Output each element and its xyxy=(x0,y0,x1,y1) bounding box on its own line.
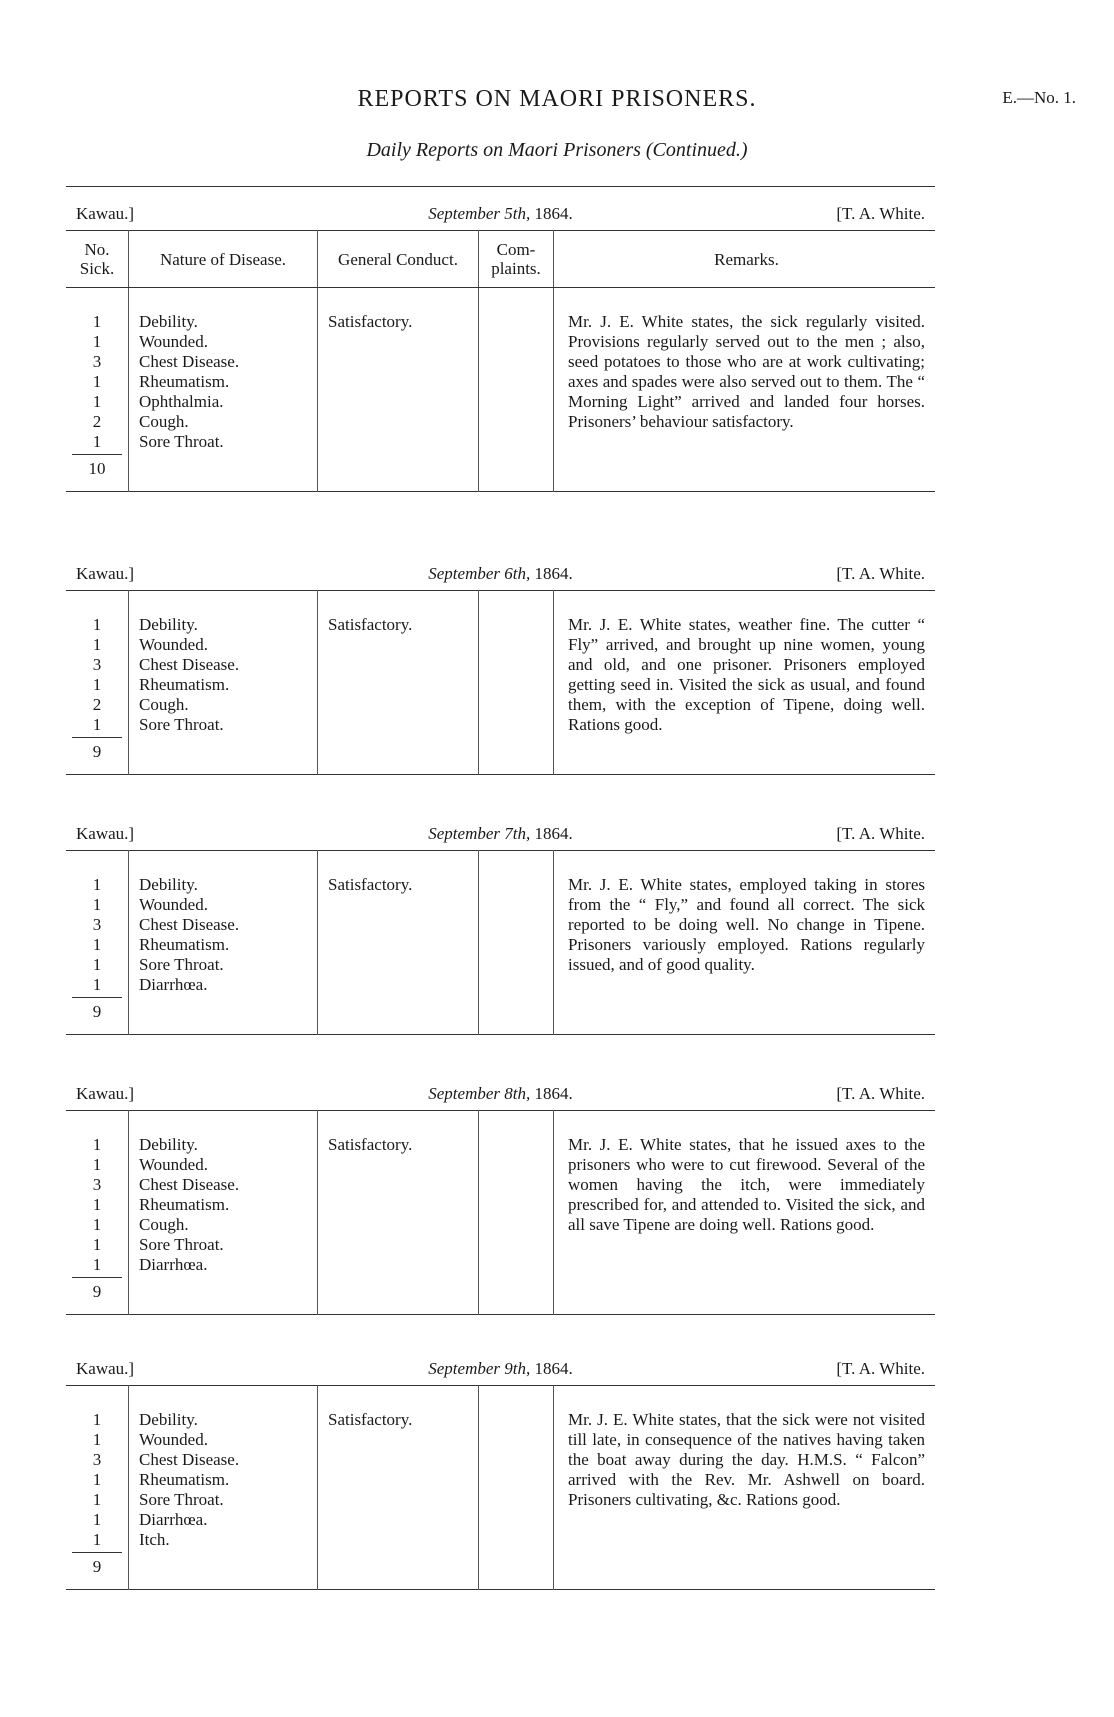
disease: Debility. xyxy=(139,1410,198,1429)
count: 1 xyxy=(92,1135,102,1154)
report-header xyxy=(66,200,935,230)
report-header xyxy=(66,1355,935,1385)
general-conduct: Satisfactory. xyxy=(318,1111,479,1315)
disease: Debility. xyxy=(139,615,198,634)
sick-total: 9 xyxy=(72,1552,122,1581)
disease: Chest Disease. xyxy=(139,1450,240,1469)
disease: Diarrhœa. xyxy=(139,1255,208,1274)
general-conduct: Satisfactory. xyxy=(318,851,479,1035)
count: 1 xyxy=(92,955,102,974)
count: 3 xyxy=(92,915,102,934)
count: 1 xyxy=(92,1510,102,1529)
disease: Rheumatism. xyxy=(139,675,230,694)
report-place: Kawau.] xyxy=(76,1084,135,1103)
count: 1 xyxy=(92,635,102,654)
disease: Itch. xyxy=(139,1530,170,1549)
complaints xyxy=(479,1386,554,1590)
count: 1 xyxy=(92,1470,102,1489)
disease-list xyxy=(129,591,318,775)
count: 1 xyxy=(92,615,102,634)
remarks: Mr. J. E. White states, weather fine. The cutter “ Fly” arrived, and brought up nine women, young and old, and one prisoner. Prisoners employed getting seed in. Visited the sick as usual, and found them, with the exception of Tipene, doing well. Rations good. xyxy=(568,615,925,734)
report-table xyxy=(66,850,935,1035)
disease: Debility. xyxy=(139,875,198,894)
col-nature-of-disease: Nature of Disease. xyxy=(129,231,318,288)
table-row xyxy=(66,1111,935,1315)
remarks: Mr. J. E. White states, that he issued axes to the prisoners who were to cut firewood. Several of the women having the itch, were immediately prescribed for, and attended to. Visited the sick, and all save Tipene are doing well. Rations good. xyxy=(568,1135,925,1234)
report-place: Kawau.] xyxy=(76,1359,135,1378)
disease: Sore Throat. xyxy=(139,955,224,974)
report-table xyxy=(66,1110,935,1315)
count: 3 xyxy=(92,655,102,674)
page-title: REPORTS ON MAORI PRISONERS. xyxy=(357,86,757,112)
count: 1 xyxy=(92,312,102,331)
count: 1 xyxy=(92,1255,102,1274)
remarks: Mr. J. E. White states, employed taking in stores from the “ Fly,” and found all correct. The sick reported to be doing well. No change in Tipene. Prisoners variously employed. Rations regularly issued, and of good quality. xyxy=(568,875,925,974)
disease: Debility. xyxy=(139,312,198,331)
col-remarks: Remarks. xyxy=(554,231,936,288)
count: 1 xyxy=(92,715,102,734)
count: 1 xyxy=(92,1235,102,1254)
report-date: September 6th, 1864. xyxy=(428,564,573,583)
count: 3 xyxy=(92,1175,102,1194)
document-reference: E.—No. 1. xyxy=(1002,88,1076,107)
page-subtitle: Daily Reports on Maori Prisoners (Continued.) xyxy=(366,139,748,161)
table-row xyxy=(66,1386,935,1590)
report-sep-8 xyxy=(66,1080,935,1315)
col-complaints: Com- plaints. xyxy=(479,231,554,288)
sick-counts xyxy=(66,851,129,1035)
sick-counts xyxy=(66,1386,129,1590)
count: 1 xyxy=(92,875,102,894)
report-officer: [T. A. White. xyxy=(836,824,925,843)
disease: Chest Disease. xyxy=(139,1175,240,1194)
count: 1 xyxy=(92,1155,102,1174)
disease: Cough. xyxy=(139,1215,189,1234)
disease: Rheumatism. xyxy=(139,1470,230,1489)
count: 3 xyxy=(92,1450,102,1469)
count: 1 xyxy=(92,1215,102,1234)
disease: Diarrhœa. xyxy=(139,975,208,994)
disease: Sore Throat. xyxy=(139,432,224,451)
count: 1 xyxy=(92,372,102,391)
report-table xyxy=(66,230,935,492)
count: 1 xyxy=(92,432,102,451)
remarks: Mr. J. E. White states, that the sick were not visited till late, in consequence of the natives having taken the boat away during the day. H.M.S. “ Falcon” arrived with the Rev. Mr. Ashwell on board. Prisoners cultivating, &c. Rations good. xyxy=(568,1410,925,1509)
count: 1 xyxy=(92,1490,102,1509)
col-no-sick: No. Sick. xyxy=(66,231,129,288)
report-officer: [T. A. White. xyxy=(836,1359,925,1378)
disease: Rheumatism. xyxy=(139,935,230,954)
disease: Debility. xyxy=(139,1135,198,1154)
disease: Rheumatism. xyxy=(139,372,230,391)
report-sep-9 xyxy=(66,1355,935,1590)
count: 2 xyxy=(92,695,102,714)
report-header xyxy=(66,560,935,590)
complaints xyxy=(479,851,554,1035)
count: 1 xyxy=(92,1430,102,1449)
disease: Chest Disease. xyxy=(139,655,240,674)
sick-counts xyxy=(66,1111,129,1315)
disease: Chest Disease. xyxy=(139,915,240,934)
count: 3 xyxy=(92,352,102,371)
disease-list xyxy=(129,851,318,1035)
report-header xyxy=(66,820,935,850)
disease-list xyxy=(129,1111,318,1315)
column-header-row xyxy=(66,231,935,288)
table-row xyxy=(66,591,935,775)
disease: Wounded. xyxy=(139,895,208,914)
count: 2 xyxy=(92,412,102,431)
count: 1 xyxy=(92,1530,102,1549)
report-officer: [T. A. White. xyxy=(836,204,925,223)
disease: Rheumatism. xyxy=(139,1195,230,1214)
report-place: Kawau.] xyxy=(76,824,135,843)
count: 1 xyxy=(92,1195,102,1214)
complaints xyxy=(479,288,554,492)
report-table xyxy=(66,1385,935,1590)
sick-total: 9 xyxy=(72,1277,122,1306)
count: 1 xyxy=(92,1410,102,1429)
top-rule xyxy=(66,186,935,187)
disease-list xyxy=(129,1386,318,1590)
general-conduct: Satisfactory. xyxy=(318,591,479,775)
col-general-conduct: General Conduct. xyxy=(318,231,479,288)
disease: Wounded. xyxy=(139,332,208,351)
report-date: September 9th, 1864. xyxy=(428,1359,573,1378)
sick-total: 10 xyxy=(72,454,122,483)
report-place: Kawau.] xyxy=(76,204,135,223)
sick-total: 9 xyxy=(72,737,122,766)
disease: Diarrhœa. xyxy=(139,1510,208,1529)
count: 1 xyxy=(92,675,102,694)
count: 1 xyxy=(92,332,102,351)
report-table xyxy=(66,590,935,775)
disease: Wounded. xyxy=(139,1430,208,1449)
report-date: September 5th, 1864. xyxy=(428,204,573,223)
report-date: September 8th, 1864. xyxy=(428,1084,573,1103)
general-conduct: Satisfactory. xyxy=(318,1386,479,1590)
disease: Sore Throat. xyxy=(139,1490,224,1509)
report-header xyxy=(66,1080,935,1110)
count: 1 xyxy=(92,895,102,914)
report-date: September 7th, 1864. xyxy=(428,824,573,843)
report-place: Kawau.] xyxy=(76,564,135,583)
remarks: Mr. J. E. White states, the sick regularly visited. Provisions regularly served out to the men ; also, seed potatoes to those who are at work cultivating; axes and spades were also served out to them. The “ Morning Light” arrived and landed four horses. Prisoners’ behaviour satisfactory. xyxy=(568,312,925,431)
disease: Chest Disease. xyxy=(139,352,240,371)
report-officer: [T. A. White. xyxy=(836,1084,925,1103)
complaints xyxy=(479,591,554,775)
report-sep-7 xyxy=(66,820,935,1035)
general-conduct: Satisfactory. xyxy=(318,288,479,492)
table-row xyxy=(66,288,935,492)
count: 1 xyxy=(92,392,102,411)
disease: Sore Throat. xyxy=(139,715,224,734)
sick-counts xyxy=(66,591,129,775)
report-sep-6 xyxy=(66,560,935,775)
disease-list xyxy=(129,288,318,492)
count: 1 xyxy=(92,935,102,954)
sick-counts xyxy=(66,288,129,492)
sick-total: 9 xyxy=(72,997,122,1026)
complaints xyxy=(479,1111,554,1315)
disease: Sore Throat. xyxy=(139,1235,224,1254)
disease: Wounded. xyxy=(139,635,208,654)
disease: Cough. xyxy=(139,412,189,431)
report-officer: [T. A. White. xyxy=(836,564,925,583)
table-row xyxy=(66,851,935,1035)
report-sep-5 xyxy=(66,200,935,492)
disease: Cough. xyxy=(139,695,189,714)
disease: Ophthalmia. xyxy=(139,392,224,411)
count: 1 xyxy=(92,975,102,994)
disease: Wounded. xyxy=(139,1155,208,1174)
